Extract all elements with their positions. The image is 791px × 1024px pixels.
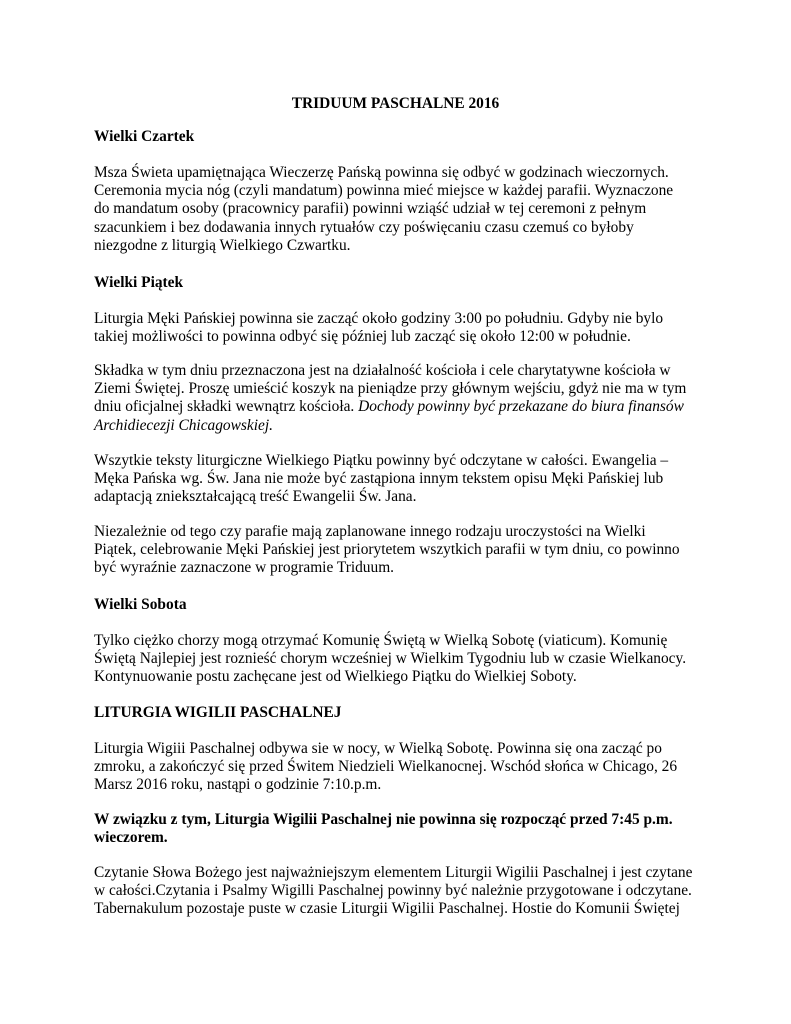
- heading-wielki-piatek: Wielki Piątek: [94, 274, 184, 291]
- skladka-italic-note: Dochody powinny być przekazane do biura finansów Archidiecezji Chicagowskiej.: [94, 398, 684, 434]
- paragraph-liturgia-wigilii: Liturgia Wigiii Paschalnej odbywa sie w nocy, w Wielką Sobotę. Powinna się ona zacząć po zmroku, a zakończyć się przed Świtem Niedzieli Wielkanocnej. Wschód słońca w Chicago, 26 Marsz 2016 roku, nastąpi o godzinie 7:10.p.m.: [94, 740, 678, 794]
- paragraph-wielka-sobota: Tylko ciężko chorzy mogą otrzymać Komunię Świętą w Wielką Sobotę (viaticum). Komunię Świętą Najlepiej jest roznieść chorym wcześniej w Wielkim Tygodniu lub w czasie Wielkanocy. Kontynuowanie postu zachęcane jest od Wielkiego Piątku do Wielkiej Soboty.: [94, 632, 687, 686]
- skladka-text: Składka w tym dniu przeznaczona jest na działalność kościoła i cele charytatywne kościoła w Ziemi Świętej. Proszę umieścić koszyk na pieniądze przy głównym wejściu, gdyż nie ma w tym dniu oficjalnej składki wewnątrz kościoła.: [94, 362, 687, 416]
- paragraph-wielki-czwartek: Msza Świeta upamiętnająca Wieczerzę Pańską powinna się odbyć w godzinach wieczornych. Ceremonia mycia nóg (czyli mandatum) powinna mieć miejsce w każdej parafii. Wyznaczone do mandatum osoby (pracownicy parafii) powinni wziąść udział w tej ceremoni z pełnym szacunkiem i bez dodawania innych rytuałów czy poświęcaniu czasu czemuś co byłoby niezgodne z liturgią Wielkiego Czwartku.: [94, 164, 674, 254]
- heading-liturgia-wigilii: LITURGIA WIGILII PASCHALNEJ: [94, 704, 342, 721]
- paragraph-teksty-liturgiczne: Wszytkie teksty liturgiczne Wielkiego Piątku powinny być odczytane w całości. Ewangelia – Męka Pańska wg. Św. Jana nie może być zastąpiona innym tekstem opisu Męki Pańskiej lub adaptacją zniekształcającą treść Ewangelii Św. Jana.: [94, 452, 669, 506]
- bold-notice-start-time: W związku z tym, Liturgia Wigilii Paschalnej nie powinna się rozpocząć przed 7:45 p.m. wieczorem.: [94, 811, 673, 847]
- paragraph-niezaleznie: Niezależnie od tego czy parafie mają zaplanowane innego rodzaju uroczystości na Wielki Piątek, celebrowanie Męki Pańskiej jest priorytetem wszytkich parafii w tym dniu, co powinno być wyraźnie zaznaczone w programie Triduum.: [94, 523, 680, 577]
- heading-wielki-czwartek: Wielki Czartek: [94, 128, 195, 145]
- document-title: TRIDUUM PASCHALNE 2016: [291, 95, 500, 112]
- paragraph-czytanie-slowa: Czytanie Słowa Bożego jest najważniejszym elementem Liturgii Wigilii Paschalnej i jest czytane w całości.Czytania i Psalmy Wigilli Paschalnej powinny być należnie przygotowane i odczytane. Tabernakulum pozostaje puste w czasie Liturgii Wigilii Paschalnej. Hostie do Komunii Świętej: [94, 864, 693, 918]
- paragraph-skladka: [94, 362, 706, 435]
- heading-wielka-sobota: Wielki Sobota: [94, 596, 187, 613]
- paragraph-liturgia-meki: Liturgia Męki Pańskiej powinna sie zacząć około godziny 3:00 po południu. Gdyby nie bylo takiej możliwości to powinna odbyć się później lub zacząć się około 12:00 w południe.: [94, 310, 664, 346]
